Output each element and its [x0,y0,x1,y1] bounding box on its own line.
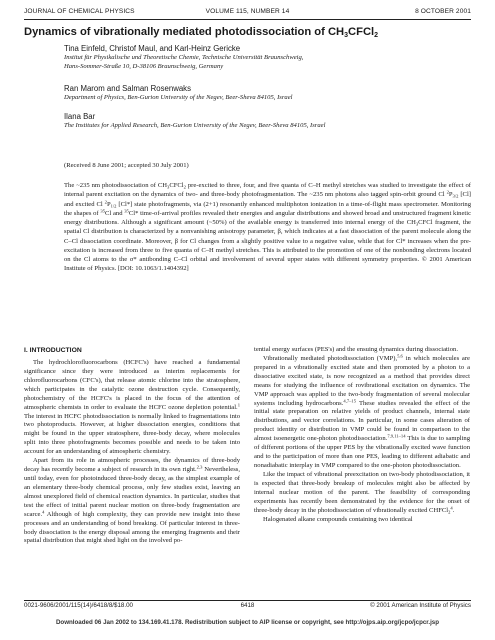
body-column-left [24,346,240,546]
affiliation: Institut für Physikalische und Theoretische Chemie, Technische Universität Braunschweig, [64,54,304,61]
citation[interactable]: 4 [450,505,453,511]
citation[interactable]: 2,3 [196,464,203,470]
top-rule [24,19,471,20]
author-group-3 [64,112,471,131]
abstract: The ~235 nm photodissociation of $CH_3CFCl_2$ pre-excited to three, four, and five quanta of C–H methyl stretches was studied to investigate the effect of internal parent excitation on the dynamics of two- and three-body photofragmentation. The ~235 nm photons also tagged spin-orbit ground Cl $^2P_{3/2}$ [Cl] and excited Cl $^2P_{1/2}$ [Cl*] state photofragments, via (2+1) resonantly enhanced multiphoton ionization in a time-of-flight mass spectrometer. Monitoring the shapes of $^{35}$Cl and $^{35}$Cl* time-of-arrival profiles revealed their energies and angular distributions and showed broad and unstructured fragment kinetic energy distributions. Although a significant amount (~50%) of the available energy is transferred into internal energy of the $CH_3CFCl$ fragment, the spatial Cl distribution is characterized by a nonvanishing anisotropy parameter, β, which indicates at a fast dissociation of the parent molecule along the C–Cl dissociation coordinate. Moreover, β for Cl changes from a slightly positive value to a negative value, while that for Cl* increases when the pre-excitation is increased from three to five quanta of C–H methyl stretches. This is attributed to the promotion of one of the nonbonding electrons located on the Cl atoms to the σ* antibonding C–Cl orbital and involvement of several upper states with different symmetry properties. © 2001 American Institute of Physics. [DOI: 10.1063/1.1404392] [64,182,471,273]
paragraph: tential energy surfaces (PES's) and the ensuing dynamics during dissociation. [254,346,458,353]
paragraph: Apart from its role in atmospheric processes, the dynamics of three-body decay has recently become a subject of research in its own right.$^{2,3}$ Nevertheless, until today, even for photoinduced three-body decay, as the simplest example of an elementary three-body chemical process, only few studies exist, leaving an almost unexplored field of chemical reaction dynamics. In particular, studies that test the effect of initial parent nuclear motion on three-body fragmentation are scarce.$^4$ Although of high complexity, they can provide new insight into these processes and an understanding of bond breaking. Of particular interest in three-body dissociation is the energy disposal among the emerging fragments and their spatial distribution that might shed light on the involved po- [24,457,240,545]
paragraph: Vibrationally mediated photodissociation (VMP),$^{5,6}$ in which molecules are prepared in a vibrationally excited state and then promoted by a photon to a dissociative excited state, is now recognized as a method that provides direct means for studying the influence of rovibrational excitation on dynamics. The VMP approach was applied to the two-body fragmentation of several molecular systems including hydrocarbons.$^{4,7-15}$ These studies revealed the effect of the initial state preparation on relative yields of product channels, internal state distributions, and vector correlations. In particular, in some cases alteration of product identity or distribution in VMP could be found in comparison to the almost isoenergetic one-photon photodissociation.$^{7,9,11-14}$ This is due to sampling of different portions of the upper PES by the vibrationally excited wave function and to the participation of more than one PES, leading to different adiabatic and nonadiabatic interplay in VMP compared to the one-photon photodissociation. [254,353,471,469]
body-column-right [254,346,470,524]
affiliation: Hans-Sommer-Straße 10, D-38106 Braunschweig, Germany [64,62,224,70]
journal-name: JOURNAL OF CHEMICAL PHYSICS [24,8,135,15]
received-accepted-dates: (Received 8 June 2001; accepted 30 July 2001) [64,162,189,169]
author-group-1 [64,44,471,71]
volume-number: VOLUME 115, NUMBER 14 [205,8,290,15]
paragraph: Halogenated alkane compounds containing two identical [263,515,413,523]
download-notice: Downloaded 06 Jan 2002 to 134.169.41.178. Redistribution subject to AIP license or copyright, see http://ojps.aip.org/jcpo/jcpcr.jsp [55,619,440,626]
bottom-rule [24,600,471,601]
doi-link[interactable]: [DOI: 10.1063/1.1404392] [117,265,189,273]
citation[interactable]: 1 [237,402,240,408]
affiliation: The Institutes for Applied Research, Ben-Gurion University of the Negev, Beer-Sheva 84105, Israel [64,122,326,129]
authors: Ilana Bar [64,112,96,121]
citation[interactable]: 4,7–15 [343,398,357,404]
copyright: © 2001 American Institute of Physics [370,602,471,609]
page-number: 6418 [240,602,255,609]
issue-date: 8 OCTOBER 2001 [415,8,471,15]
author-group-2 [64,84,471,103]
authors: Ran Marom and Salman Rosenwaks [64,84,191,93]
affiliation: Department of Physics, Ben-Gurion University of the Negev, Beer-Sheva 84105, Israel [64,94,293,101]
issn-code: 0021-9606/2001/115(14)/6418/8/$18.00 [24,602,133,609]
citation[interactable]: 5,6 [397,353,403,359]
citation[interactable]: 7,9,11–14 [387,433,406,439]
page-footer [24,602,471,612]
paragraph: The hydrochlorofluorocarbons (HCFC's) have reached a fundamental significance since they were introduced as interim replacements for chlorofluorocarbons (CFC's), that release atomic chlorine into the stratosphere, which participates in the catalytic ozone destruction cycle. Consequently, photochemistry of the HCFC's is placed in the focus of the attention of atmospheric chemists in order to evaluate the HCFC ozone depletion potential.$^1$ The interest in HCFC photodissociation is normally linked to fragmentations into two photoproducts. However, at higher dissociation energies, conditions that might be found in the upper stratosphere, three-body decay, where molecules split into three photofragments becomes possible and needs to be taken into account for an understanding of atmospheric chemistry. [24,359,240,456]
authors: Tina Einfeld, Christof Maul, and Karl-Heinz Gericke [64,44,241,53]
citation[interactable]: 4 [42,509,45,515]
paragraph: Like the impact of vibrational preexcitation on two-body photodissociation, it is expected that three-body breakup of molecules might also be affected by internal nuclear motion of the parent. The feasibility of corresponding experiments has recently been demonstrated by the evidence for the onset of three-body decay in the photodissociation of vibrationally excited CHFCl$_2^4$. [254,470,470,515]
section-heading: I. INTRODUCTION [24,347,82,354]
paper-title: Dynamics of vibrationally mediated photodissociation of $CH_3CFCl_2$ [24,26,379,39]
